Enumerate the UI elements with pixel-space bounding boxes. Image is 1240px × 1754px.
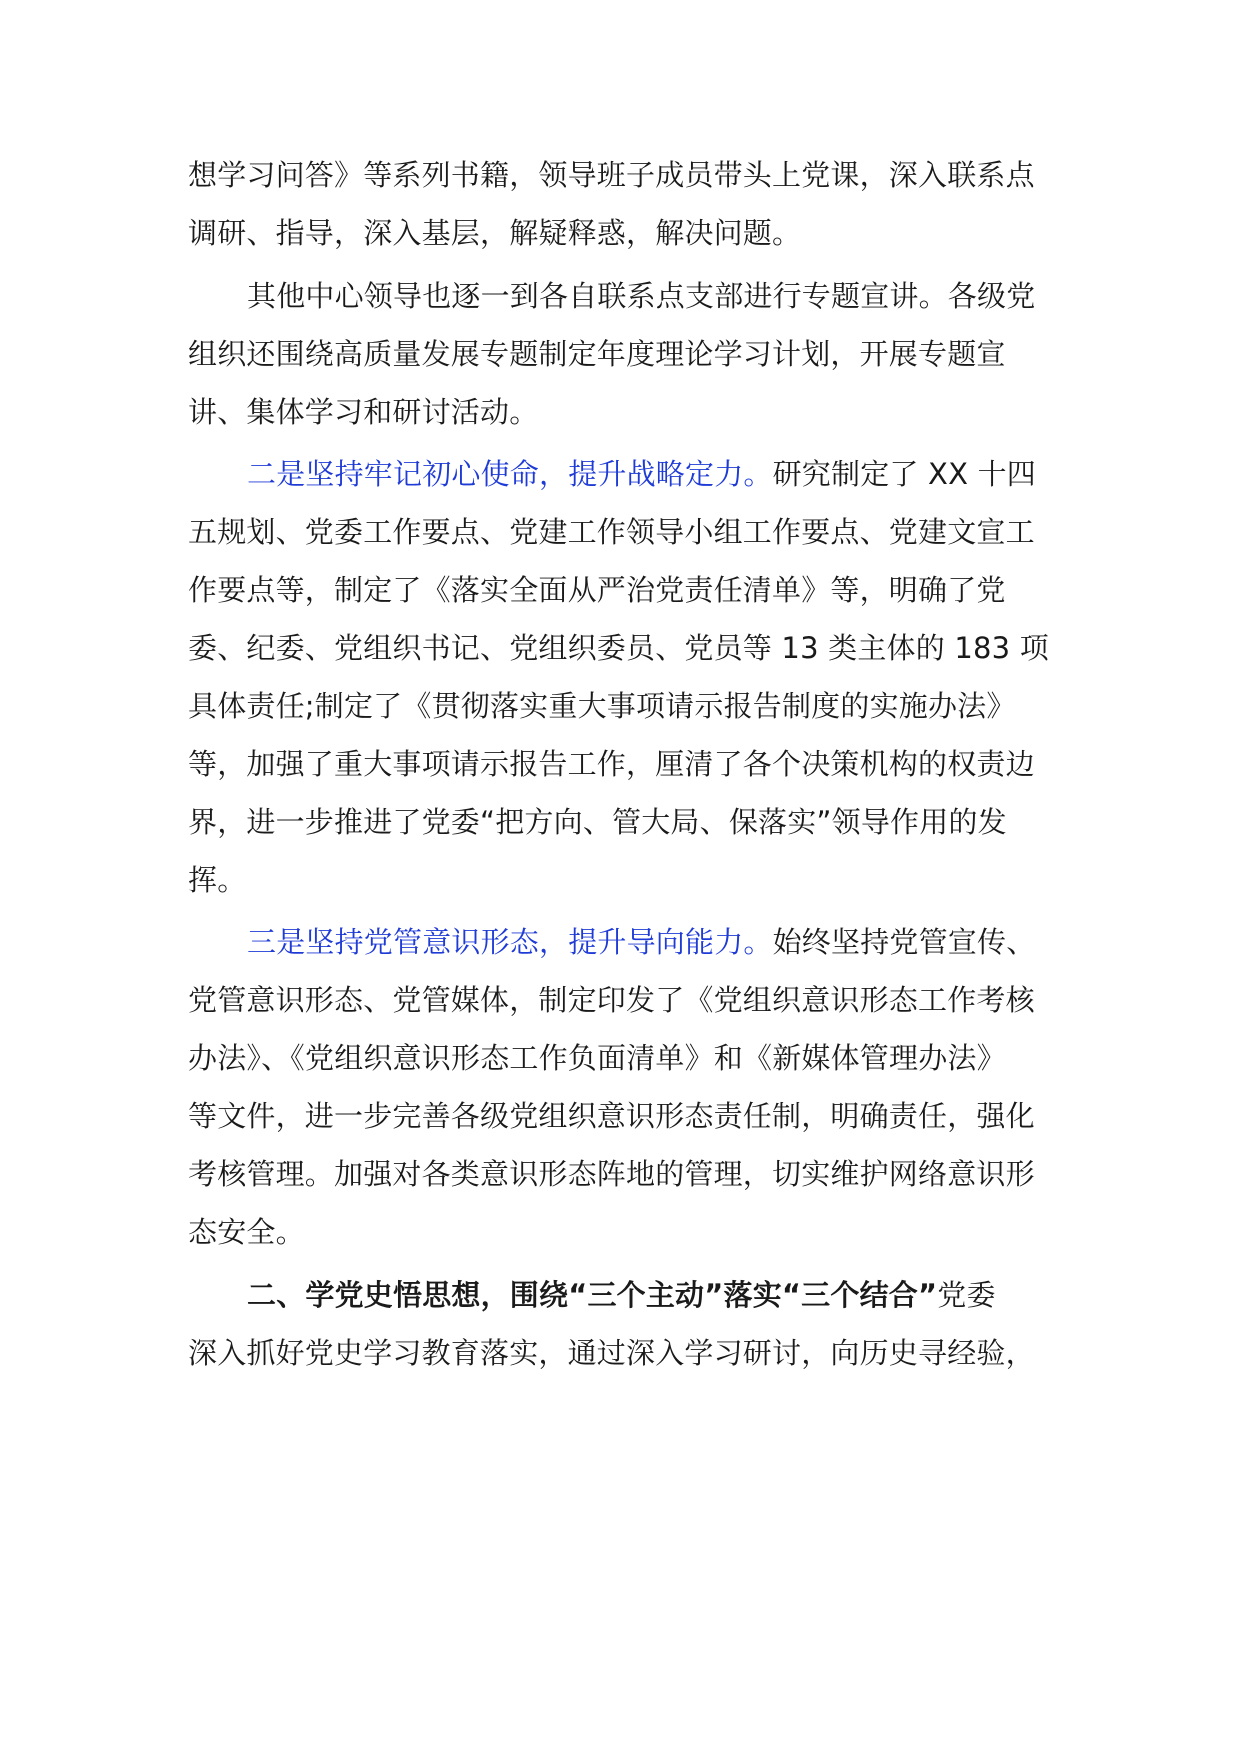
body-text-line: 深入抓好党史学习教育落实，通过深入学习研讨，向历史寻经验， xyxy=(188,1336,1035,1370)
body-text-line: 挥。 xyxy=(188,863,247,897)
highlighted-point-heading: 三是坚持党管意识形态，提升导向能力。 xyxy=(247,925,773,959)
body-text-line: 具体责任;制定了《贯彻落实重大事项请示报告制度的实施办法》 xyxy=(188,689,1016,723)
body-text-line: 态安全。 xyxy=(188,1215,305,1249)
body-text: 研究制定了 XX 十四 xyxy=(772,457,1036,491)
body-text-line: 党管意识形态、党管媒体，制定印发了《党组织意识形态工作考核 xyxy=(188,983,1035,1017)
body-text-line: 办法》、《党组织意识形态工作负面清单》和《新媒体管理办法》 xyxy=(188,1041,1006,1075)
body-text-line: 五规划、党委工作要点、党建工作领导小组工作要点、党建文宣工 xyxy=(188,515,1035,549)
body-text-line: 想学习问答》等系列书籍，领导班子成员带头上党课，深入联系点 xyxy=(188,158,1035,192)
paragraph-line xyxy=(247,454,1036,494)
body-text-line: 组织还围绕高质量发展专题制定年度理论学习计划，开展专题宣 xyxy=(188,337,1006,371)
body-text-line: 界，进一步推进了党委“把方向、管大局、保落实”领导作用的发 xyxy=(188,805,1007,839)
body-text-line: 等，加强了重大事项请示报告工作，厘清了各个决策机构的权责边 xyxy=(188,747,1035,781)
body-text-line: 等文件，进一步完善各级党组织意识形态责任制，明确责任，强化 xyxy=(188,1099,1035,1133)
body-text: 党委 xyxy=(937,1278,996,1312)
body-text-line: 调研、指导，深入基层，解疑释惑，解决问题。 xyxy=(188,216,802,250)
paragraph-line xyxy=(247,922,1035,962)
section-heading: 二、学党史悟思想，围绕“三个主动”落实“三个结合” xyxy=(247,1278,938,1312)
body-text-line: 委、纪委、党组织书记、党组织委员、党员等 13 类主体的 183 项 xyxy=(188,631,1049,665)
body-text: 始终坚持党管宣传、 xyxy=(772,925,1036,959)
body-text-line: 考核管理。加强对各类意识形态阵地的管理，切实维护网络意识形 xyxy=(188,1157,1035,1191)
body-text-line: 讲、集体学习和研讨活动。 xyxy=(188,395,539,429)
highlighted-point-heading: 二是坚持牢记初心使命，提升战略定力。 xyxy=(247,457,773,491)
section-heading-line xyxy=(247,1275,996,1315)
body-text-line: 作要点等，制定了《落实全面从严治党责任清单》等，明确了党 xyxy=(188,573,1006,607)
body-text-line: 其他中心领导也逐一到各自联系点支部进行专题宣讲。各级党 xyxy=(247,279,1036,313)
